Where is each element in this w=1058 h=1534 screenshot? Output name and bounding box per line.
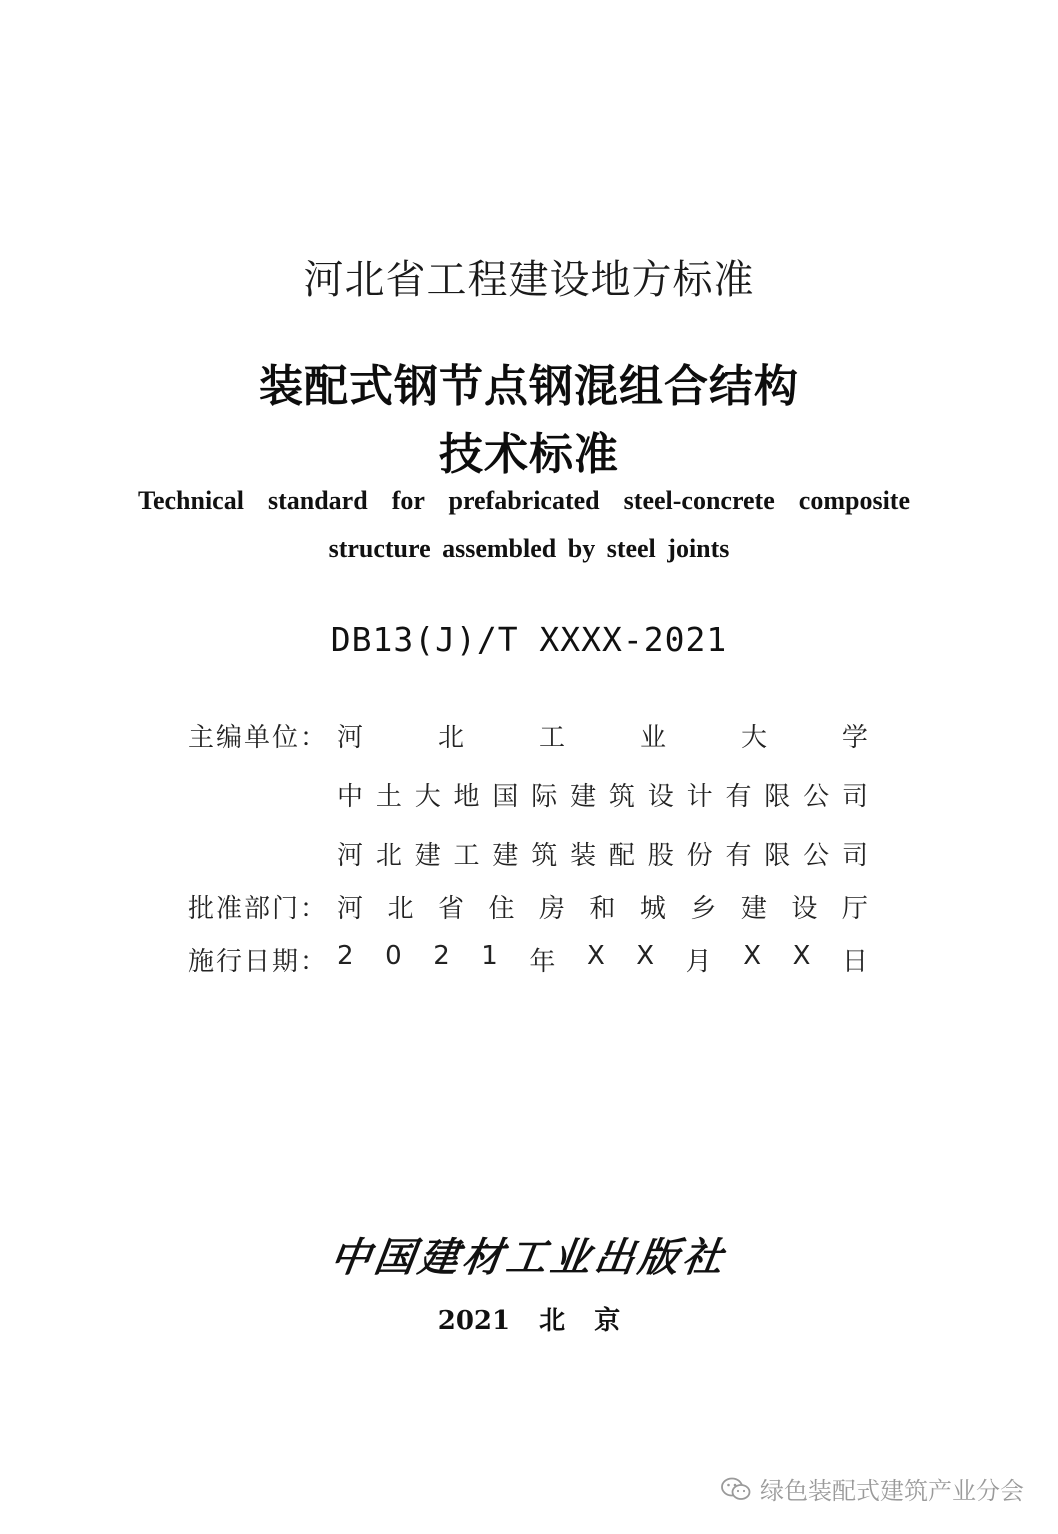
char: 装 — [570, 841, 597, 871]
publication-city-1: 北 — [539, 1306, 566, 1336]
char: 乡 — [690, 894, 717, 924]
char: 和 — [589, 894, 616, 924]
title-zh-line1: 装配式钢节点钢混组合结构 — [259, 361, 799, 412]
char: 设 — [791, 894, 818, 924]
char: 省 — [437, 894, 464, 924]
char: 大 — [740, 723, 767, 753]
char: 城 — [639, 894, 666, 924]
char: 2 — [337, 941, 354, 971]
char: 月 — [685, 947, 712, 977]
approver-label: 批准部门： — [188, 894, 329, 924]
title-en-line2: structure assembled by steel joints — [328, 534, 730, 563]
watermark — [720, 1471, 1024, 1506]
char: 工 — [453, 841, 480, 871]
date-label: 施行日期： — [188, 947, 329, 977]
char: 建 — [414, 841, 441, 871]
watermark-text: 绿色装配式建筑产业分会 — [760, 1477, 1024, 1505]
title-zh-line2: 技术标准 — [439, 429, 619, 480]
char: 筑 — [531, 841, 558, 871]
char: 土 — [375, 782, 402, 812]
char: 设 — [647, 782, 674, 812]
char: 限 — [764, 782, 791, 812]
publication-year: 2021 — [437, 1306, 511, 1336]
approver — [337, 888, 868, 925]
char: 配 — [608, 841, 635, 871]
char: 工 — [538, 723, 565, 753]
char: 房 — [538, 894, 565, 924]
char: 大 — [414, 782, 441, 812]
char: 公 — [803, 841, 830, 871]
publication-city-2: 京 — [594, 1306, 621, 1336]
char: 中 — [337, 782, 364, 812]
char: 有 — [725, 782, 752, 812]
char: X — [792, 941, 811, 971]
char: 份 — [686, 841, 713, 871]
wechat-icon — [720, 1476, 752, 1502]
char: 北 — [437, 723, 464, 753]
title-en-line1: Technical standard for prefabricated steel-concrete composite — [138, 486, 910, 515]
char: 建 — [492, 841, 519, 871]
char: 河 — [337, 894, 364, 924]
char: 建 — [740, 894, 767, 924]
char: 计 — [686, 782, 713, 812]
char: 业 — [639, 723, 666, 753]
char: 0 — [385, 941, 402, 971]
char: 河 — [337, 841, 364, 871]
char: 司 — [841, 841, 868, 871]
char: 河 — [337, 723, 364, 753]
char: X — [586, 941, 605, 971]
editor-3 — [337, 835, 868, 872]
char: 学 — [841, 723, 868, 753]
char: 年 — [529, 947, 556, 977]
char: 筑 — [608, 782, 635, 812]
char: X — [636, 941, 655, 971]
char: 2 — [433, 941, 450, 971]
publisher-name: 中国建材工业出版社 — [327, 1234, 730, 1281]
char: 司 — [841, 782, 868, 812]
editor-1 — [337, 717, 868, 754]
char: 公 — [803, 782, 830, 812]
publication-line — [0, 1300, 1058, 1337]
char: 股 — [647, 841, 674, 871]
char: 际 — [531, 782, 558, 812]
editor-2 — [337, 776, 868, 813]
char: 有 — [725, 841, 752, 871]
char: 国 — [492, 782, 519, 812]
char: X — [743, 941, 762, 971]
effective-date — [337, 941, 868, 978]
char: 地 — [453, 782, 480, 812]
char: 北 — [387, 894, 414, 924]
char: 厅 — [841, 894, 868, 924]
editor-label: 主编单位： — [188, 723, 329, 753]
standard-code: DB13(J)/T XXXX-2021 — [330, 620, 728, 659]
char: 1 — [481, 941, 498, 971]
char: 限 — [764, 841, 791, 871]
char: 住 — [488, 894, 515, 924]
char: 北 — [375, 841, 402, 871]
series-title: 河北省工程建设地方标准 — [303, 257, 755, 303]
char: 日 — [841, 947, 868, 977]
char: 建 — [570, 782, 597, 812]
